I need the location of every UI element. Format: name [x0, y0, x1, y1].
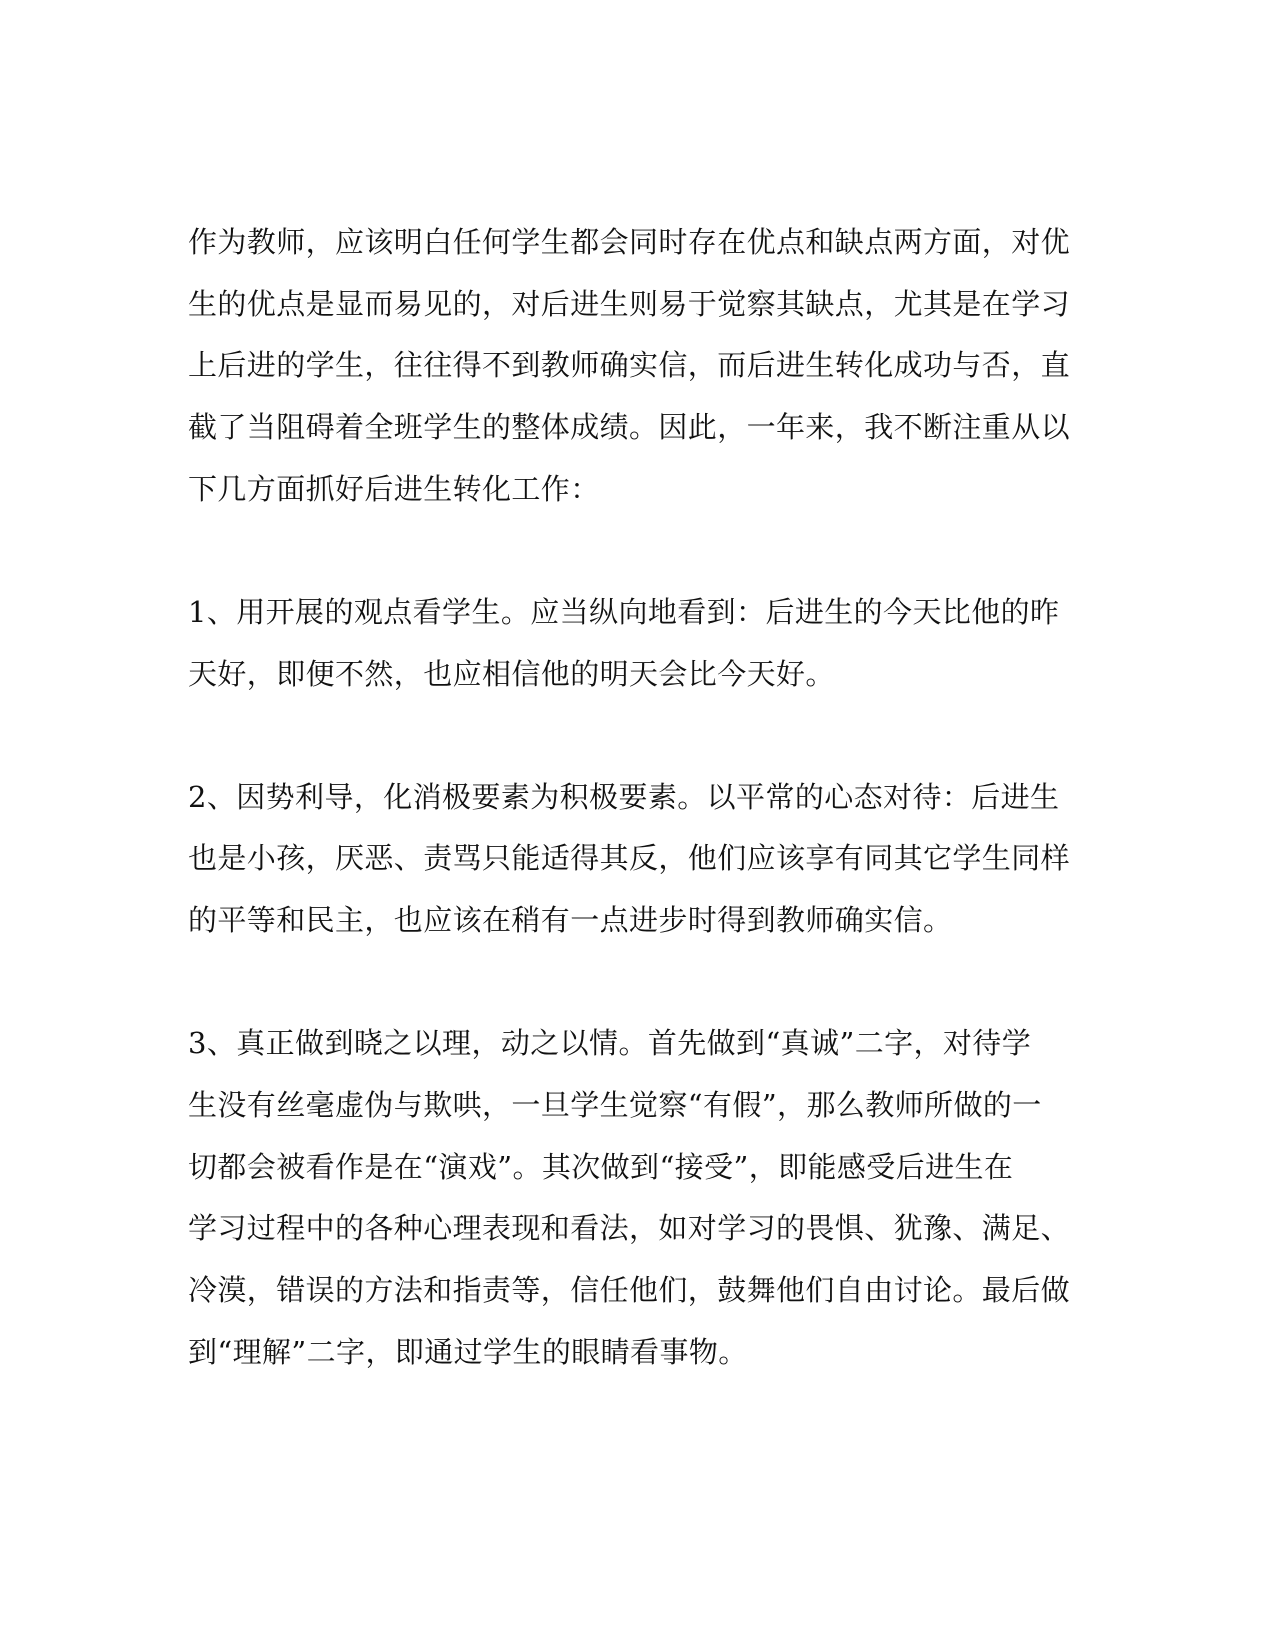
paragraph-4-line-6: 到“理解”二字，即通过学生的眼睛看事物。 [188, 1335, 748, 1369]
paragraph-1-line-3: 上后进的学生，往往得不到教师确实信，而后进生转化成功与否，直 [188, 348, 1071, 382]
paragraph-2-line-1: 1、用开展的观点看学生。应当纵向地看到：后进生的今天比他的昨 [188, 595, 1060, 629]
paragraph-1-line-4: 截了当阻碍着全班学生的整体成绩。因此，一年来，我不断注重从以 [188, 410, 1071, 444]
paragraph-4-line-5: 冷漠，错误的方法和指责等，信任他们，鼓舞他们自由讨论。最后做 [188, 1273, 1071, 1307]
paragraph-4-line-4: 学习过程中的各种心理表现和看法，如对学习的畏惧、犹豫、满足、 [188, 1211, 1071, 1245]
paragraph-1-line-5: 下几方面抓好后进生转化工作： [188, 472, 600, 506]
paragraph-3-line-1: 2、因势利导，化消极要素为积极要素。以平常的心态对待：后进生 [188, 780, 1060, 814]
paragraph-4-line-2: 生没有丝毫虚伪与欺哄，一旦学生觉察“有假”，那么教师所做的一 [188, 1088, 1042, 1122]
paragraph-3-line-2: 也是小孩，厌恶、责骂只能适得其反，他们应该享有同其它学生同样 [188, 841, 1071, 875]
paragraph-4-line-1: 3、真正做到晓之以理，动之以情。首先做到“真诚”二字，对待学 [188, 1026, 1032, 1060]
paragraph-3-line-3: 的平等和民主，也应该在稍有一点进步时得到教师确实信。 [188, 903, 953, 937]
paragraph-2-line-2: 天好，即便不然，也应相信他的明天会比今天好。 [188, 657, 835, 691]
paragraph-1-line-1: 作为教师，应该明白任何学生都会同时存在优点和缺点两方面，对优 [188, 225, 1071, 259]
paragraph-4-line-3: 切都会被看作是在“演戏”。其次做到“接受”，即能感受后进生在 [188, 1150, 1014, 1184]
paragraph-1-line-2: 生的优点是显而易见的，对后进生则易于觉察其缺点，尤其是在学习 [188, 287, 1071, 321]
